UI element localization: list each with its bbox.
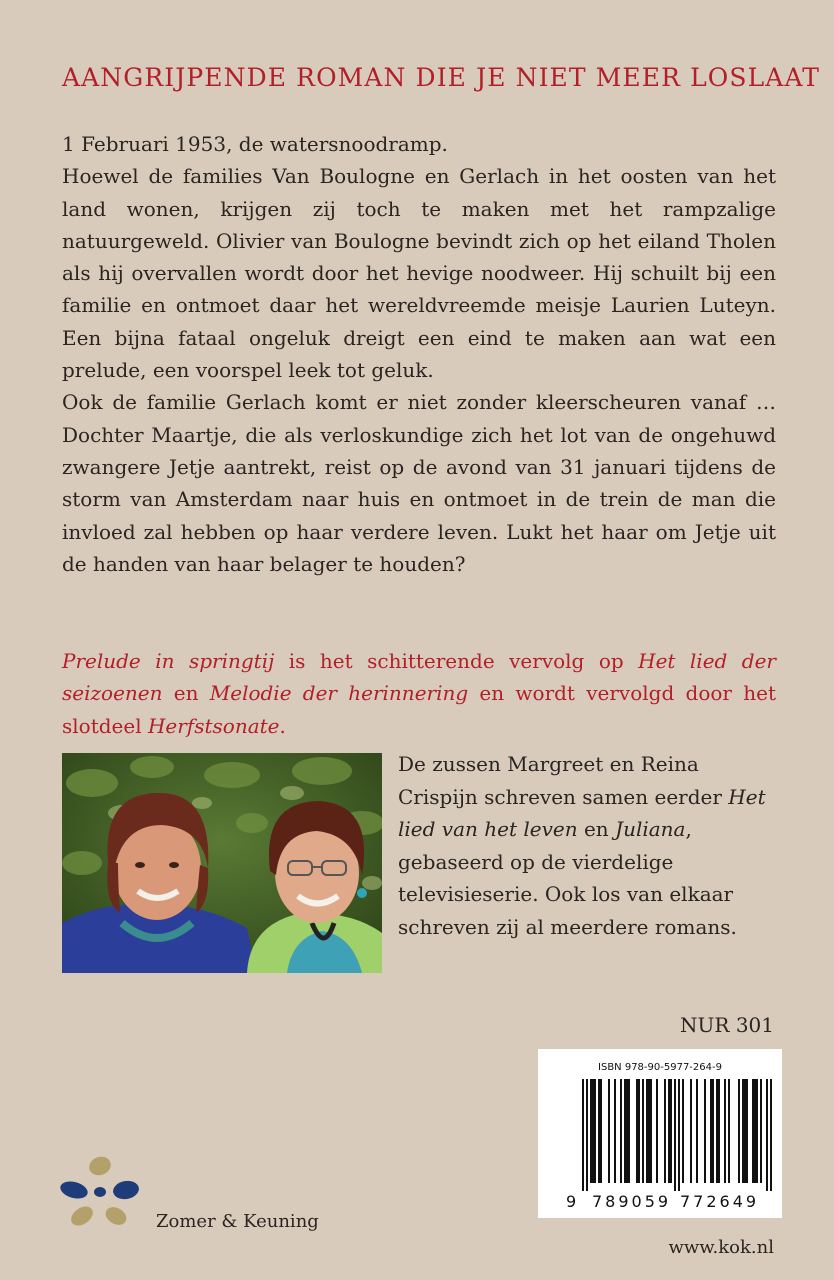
bio-text-3: , gebaseerd op de vierdelige televisieserie. Ook los van elkaar schreven zij al meerdere romans.: [398, 817, 737, 939]
barcode-bar: [690, 1079, 692, 1183]
blurb-paragraph-2: Ook de familie Gerlach komt er niet zonder kleerscheuren vanaf … Dochter Maartje, die als verloskundige zich het lot van de ongehuwd zwangere Jetje aantrekt, reist op de avond van 31 januari tijdens de storm van Amsterdam naar huis en ontmoet in de trein de man die invloed zal hebben op haar verdere leven. Lukt het haar om Jetje uit de handen van haar belager te houden?: [62, 390, 776, 576]
barcode-bar: [594, 1079, 596, 1183]
blurb: [62, 128, 776, 580]
barcode-bar: [674, 1079, 676, 1191]
barcode-bar: [756, 1079, 758, 1183]
barcode-bar: [628, 1079, 630, 1183]
barcode-bar: [770, 1079, 772, 1191]
series-text-4: .: [279, 713, 286, 738]
nur-code: NUR 301: [680, 1013, 774, 1037]
barcode-bar: [590, 1079, 592, 1183]
bio-title-2: Juliana: [615, 817, 686, 842]
barcode: [538, 1079, 782, 1191]
tagline: AANGRIJPENDE ROMAN DIE JE NIET MEER LOSLAAT: [62, 63, 821, 92]
ean-first-digit: 9: [566, 1192, 577, 1211]
barcode-bar: [718, 1079, 720, 1183]
logo-petal: [102, 1204, 129, 1229]
bio-text-2: en: [577, 817, 616, 842]
barcode-bar: [600, 1079, 602, 1183]
publisher-name: Zomer & Keuning: [156, 1211, 319, 1232]
barcode-bar: [626, 1079, 628, 1183]
logo-petal: [87, 1154, 114, 1178]
author-bio: [398, 748, 782, 944]
barcode-bar: [608, 1079, 610, 1183]
series-note: [62, 645, 776, 742]
logo-petal: [58, 1179, 89, 1202]
ean-left-group: 789059: [592, 1192, 672, 1211]
barcode-bar: [682, 1079, 684, 1183]
blurb-opening-line: 1 Februari 1953, de watersnoodramp.: [62, 132, 448, 156]
series-text-2: en: [162, 681, 210, 706]
barcode-bar: [642, 1079, 644, 1183]
barcode-bar: [746, 1079, 748, 1183]
author-photo: [62, 753, 382, 973]
barcode-bar: [710, 1079, 712, 1183]
barcode-bar: [728, 1079, 730, 1183]
logo-petal: [94, 1187, 106, 1197]
series-title-4: Herfstsonate: [147, 713, 280, 738]
series-title-1: Prelude in springtij: [62, 649, 275, 673]
ean-right-group: 772649: [680, 1192, 760, 1211]
barcode-bar: [716, 1079, 718, 1183]
logo-petal: [112, 1179, 141, 1201]
barcode-bar: [624, 1079, 626, 1183]
flower-logo-icon: [56, 1150, 146, 1238]
barcode-bar: [586, 1079, 588, 1191]
barcode-bar: [582, 1079, 584, 1191]
barcode-bar: [638, 1079, 640, 1183]
barcode-bar: [646, 1079, 648, 1183]
barcode-bar: [738, 1079, 740, 1183]
series-text-1: is het schitterende vervolg op: [274, 649, 639, 673]
isbn-label: ISBN 978-90-5977-264-9: [598, 1062, 722, 1073]
barcode-bar: [742, 1079, 744, 1183]
barcode-bar: [752, 1079, 754, 1183]
barcode-box: [538, 1049, 782, 1218]
barcode-bar: [668, 1079, 670, 1183]
blurb-paragraph-1: Hoewel de families Van Boulogne en Gerlach in het oosten van het land wonen, krijgen zij toch te maken met het rampzalige natuurgeweld. Olivier van Boulogne bevindt zich op het eiland Tholen als hij overvallen wordt door het hevige noodweer. Hij schuilt bij een familie en ontmoet daar het wereldvreemde meisje Laurien Luteyn. Een bijna fataal ongeluk dreigt een eind te maken aan wat een prelude, een voorspel leek tot geluk.: [62, 164, 776, 383]
website-link[interactable]: www.kok.nl: [668, 1237, 774, 1258]
barcode-bar: [704, 1079, 706, 1183]
barcode-bar: [592, 1079, 594, 1183]
barcode-bar: [598, 1079, 600, 1183]
series-text-3: en wordt vervolgd door het slotdeel: [62, 681, 776, 738]
barcode-bar: [712, 1079, 714, 1183]
barcode-bar: [696, 1079, 698, 1183]
logo-petal: [68, 1203, 97, 1230]
barcode-bar: [678, 1079, 680, 1191]
barcode-bar: [656, 1079, 658, 1183]
barcode-bar: [636, 1079, 638, 1183]
series-title-2: Het lied der seizoenen: [62, 649, 776, 706]
barcode-bar: [760, 1079, 762, 1183]
barcode-bar: [754, 1079, 756, 1183]
barcode-bar: [650, 1079, 652, 1183]
barcode-bar: [744, 1079, 746, 1183]
barcode-bar: [664, 1079, 666, 1183]
barcode-bar: [614, 1079, 616, 1183]
series-title-3: Melodie der herinnering: [209, 681, 469, 706]
bio-text-1: De zussen Margreet en Reina Crispijn schreven samen eerder: [398, 752, 729, 809]
barcode-bar: [620, 1079, 622, 1183]
bio-title-1: Het lied van het leven: [398, 784, 766, 842]
barcode-bar: [648, 1079, 650, 1183]
barcode-bar: [766, 1079, 768, 1191]
barcode-bar: [724, 1079, 726, 1183]
barcode-bar: [670, 1079, 672, 1183]
